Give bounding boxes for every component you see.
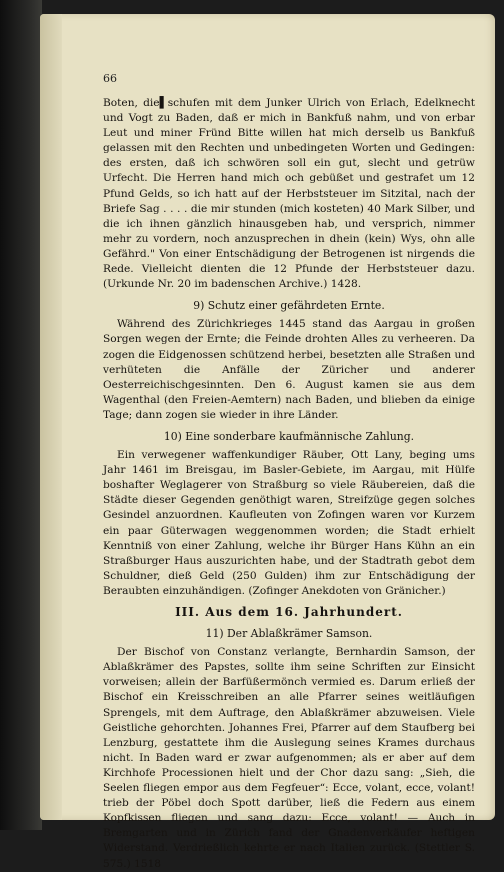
section-9-heading: 9) Schutz einer gefährdeten Ernte.: [193, 299, 385, 313]
section-10-text: Ein verwegener waffenkundiger Räuber, Ott Lany, beging ums Jahr 1461 im Breisgau, im Basler-Gebiete, im Aargau, mit Hülfe boshafter Weglagerer von Straßburg so viele Räubereien, daß die Städte dieser Gegenden genöthigt waren, Streifzüge gegen solches Gesindel anzuordnen. Kaufleuten von Zofingen waren vor Kurzem ein paar Güterwagen weggenommen worden; die Stadt erhielt Kenntniß von einer Zahlung, welche ihr Bürger Hans Kühn an ein Straßburger Haus auszurichten habe, und der Stadtrath gebot dem Schuldner, dieß Geld (250 Gulden) ihm zur Entschädigung der Beraubten einzuhändigen. (Zofinger Anekdoten von Gränicher.): [103, 449, 475, 597]
section-9-text: Während des Zürichkrieges 1445 stand das Aargau in großen Sorgen wegen der Ernte; die Feinde drohten Alles zu verheeren. Da zogen die Eidgenossen schützend herbei, besetzten alle Straßen und verhüteten die Anfälle der Züricher und anderer Oesterreichischgesinnten. Den 6. August kamen sie aus dem Wagenthal (den Freien-Aemtern) nach Baden, und blieben da einige Tage; dann zogen sie wieder in ihre Länder.: [103, 318, 475, 421]
chapter-heading: III. Aus dem 16. Jahrhundert.: [175, 605, 403, 619]
page-gutter: [40, 14, 62, 820]
section-11-heading: 11) Der Ablaßkrämer Samson.: [205, 627, 373, 641]
book-spine-shadow: [0, 0, 42, 830]
section-11-text: Der Bischof von Constanz verlangte, Bernhardin Samson, der Ablaßkrämer des Papstes, sollte ihm seine Schriften zur Einsicht vorweisen; allein der Barfüßermönch vermied es. Darum erließ der Bischof ein Kreisschreiben an alle Pfarrer seines weitläufigen Sprengels, mit dem Auftrage, den Ablaßkrämer abzuweisen. Viele Geistliche gehorchten. Johannes Frei, Pfarrer auf dem Staufberg bei Lenzburg, gestattete ihm die Auslegung seines Krames durchaus nicht. In Baden ward er zwar aufgenommen; als er aber auf dem Kirchhofe Processionen hielt und der Chor dazu sang: „Sieh, die Seelen fliegen empor aus dem Fegfeuer“: Ecce, volant, ecce, volant! trieb der Pöbel doch Spott darüber, ließ die Federn aus einem Kopfkissen fliegen und sang dazu: Ecce, volant! — Auch in Bremgarten und in Zürich fand der Gnadenverkäufer heftigen Widerstand. Verdrießlich kehrte er nach Italien zurück. (Stettler S. 575.) 1518: [103, 646, 475, 870]
intro-paragraph: Boten, die▌schufen mit dem Junker Ulrich von Erlach, Edelknecht und Vogt zu Baden, daß er mich in Bankfuß nahm, und von erbar Leut und miner Fründ Bitte willen hat mich derselb us Bankfuß gelassen mit den Rechten und unbedingeten Worten und Gedingen: des ersten, daß ich schwören soll ein gut, slecht und getrüw Urfecht. Die Herren hand mich och gebüßet und gestrafet um 12 Pfund Gelds, so ich hatt auf der Herbststeuer im Sitzital, nach der Briefe Sag . . . . die mir stunden (mich kosteten) 40 Mark Silber, und die ich ihnen gänzlich hinausgeben hab, und versprich, nimmer mehr zu vordern, noch anzusprechen in dhein (kein) Wys, ohn alle Gefährd." Von einer Entschädigung der Betrogenen ist nirgends die Rede. Vielleicht dienten die 12 Pfunde der Herbststeuer dazu. (Urkunde Nr. 20 im badenschen Archive.) 1428.: [103, 97, 475, 291]
page-number: 66: [103, 72, 117, 85]
section-10-heading: 10) Eine sonderbare kaufmännische Zahlung.: [163, 429, 415, 443]
page-body: [103, 70, 475, 872]
